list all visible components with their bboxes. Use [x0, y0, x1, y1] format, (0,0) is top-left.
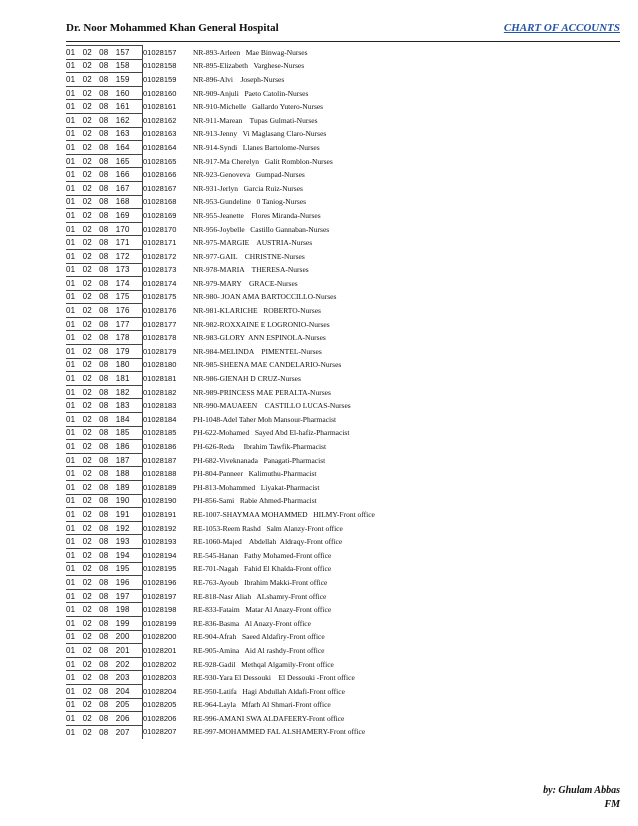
account-segments-cell: 01 02 08 168	[66, 195, 143, 209]
account-name-cell: PH-1048-Adel Taher Moh Mansour-Pharmacist	[193, 414, 337, 424]
account-name-cell: RE-763-Ayoub Ibrahim Makki-Front office	[193, 577, 328, 587]
table-row	[66, 263, 620, 277]
account-code-cell: 01028203	[143, 673, 177, 683]
account-segments-cell: 01 02 08 158	[66, 59, 143, 73]
account-segments-cell: 01 02 08 204	[66, 684, 143, 698]
table-row	[66, 481, 620, 495]
table-row	[66, 562, 620, 576]
account-segments-cell: 01 02 08 160	[66, 86, 143, 100]
table-row	[66, 100, 620, 114]
account-code-cell: 01028207	[143, 727, 177, 737]
table-row	[66, 657, 620, 671]
table-row	[66, 698, 620, 712]
account-segments-cell: 01 02 08 191	[66, 508, 143, 522]
account-segments-cell: 01 02 08 165	[66, 154, 143, 168]
account-code-cell: 01028173	[143, 265, 177, 275]
account-code-cell: 01028161	[143, 102, 177, 112]
account-segments-cell: 01 02 08 205	[66, 698, 143, 712]
account-name-cell: RE-1007-SHAYMAA MOHAMMED HILMY-Front office	[193, 509, 375, 519]
account-code-cell: 01028169	[143, 210, 177, 220]
account-name-cell: NR-985-SHEENA MAE CANDELARIO-Nurses	[193, 360, 342, 370]
account-code-cell: 01028172	[143, 251, 177, 261]
account-name-cell: PH-804-Panneer Kalimuthu-Pharmacist	[193, 469, 317, 479]
account-code-cell: 01028168	[143, 197, 177, 207]
account-code-cell: 01028179	[143, 346, 177, 356]
table-row	[66, 331, 620, 345]
table-row	[66, 671, 620, 685]
account-code-cell: 01028184	[143, 414, 177, 424]
account-code-cell: 01028176	[143, 306, 177, 316]
account-name-cell: NR-893-Arleen Mae Binwag-Nurses	[193, 47, 308, 57]
account-name-cell: PH-856-Sami Rabie Ahmed-Pharmacist	[193, 496, 317, 506]
table-row	[66, 86, 620, 100]
page-footer	[543, 784, 620, 812]
account-segments-cell: 01 02 08 183	[66, 399, 143, 413]
account-code-cell: 01028158	[143, 61, 177, 71]
accounts-table	[66, 45, 620, 739]
account-segments-cell: 01 02 08 197	[66, 589, 143, 603]
account-segments-cell: 01 02 08 175	[66, 290, 143, 304]
account-code-cell: 01028162	[143, 115, 177, 125]
account-code-cell: 01028193	[143, 537, 177, 547]
account-code-cell: 01028192	[143, 523, 177, 533]
table-row	[66, 644, 620, 658]
table-row	[66, 508, 620, 522]
account-segments-cell: 01 02 08 207	[66, 725, 143, 739]
account-segments-cell: 01 02 08 182	[66, 385, 143, 399]
table-row	[66, 548, 620, 562]
table-row	[66, 358, 620, 372]
account-segments-cell: 01 02 08 170	[66, 222, 143, 236]
account-segments-cell: 01 02 08 157	[66, 46, 143, 60]
account-code-cell: 01028196	[143, 577, 177, 587]
account-segments-cell: 01 02 08 172	[66, 249, 143, 263]
account-code-cell: 01028157	[143, 47, 177, 57]
account-code-cell: 01028195	[143, 564, 177, 574]
account-name-cell: NR-978-MARIA THERESA-Nurses	[193, 265, 309, 275]
account-name-cell: NR-911-Marean Tupas Gulmati-Nurses	[193, 115, 318, 125]
account-segments-cell: 01 02 08 184	[66, 413, 143, 427]
account-segments-cell: 01 02 08 186	[66, 440, 143, 454]
table-row	[66, 453, 620, 467]
account-name-cell: NR-989-PRINCESS MAE PERALTA-Nurses	[193, 387, 331, 397]
table-row	[66, 304, 620, 318]
table-row	[66, 222, 620, 236]
table-row	[66, 113, 620, 127]
account-code-cell: 01028188	[143, 469, 177, 479]
account-segments-cell: 01 02 08 178	[66, 331, 143, 345]
account-name-cell: NR-931-Jerlyn Garcia Ruiz-Nurses	[193, 183, 303, 193]
table-row	[66, 630, 620, 644]
table-row	[66, 249, 620, 263]
account-name-cell: NR-917-Ma Cherelyn Galit Romblon-Nurses	[193, 156, 333, 166]
account-code-cell: 01028174	[143, 278, 177, 288]
account-name-cell: NR-895-Elizabeth Varghese-Nurses	[193, 61, 305, 71]
table-row	[66, 209, 620, 223]
table-row	[66, 195, 620, 209]
account-segments-cell: 01 02 08 181	[66, 372, 143, 386]
account-code-cell: 01028205	[143, 700, 177, 710]
account-segments-cell: 01 02 08 200	[66, 630, 143, 644]
account-name-cell: NR-986-GIENAH D CRUZ-Nurses	[193, 374, 301, 384]
account-code-cell: 01028182	[143, 387, 177, 397]
account-segments-cell: 01 02 08 194	[66, 548, 143, 562]
account-name-cell: NR-914-Syndi Llanes Bartolome-Nurses	[193, 142, 320, 152]
footer-author: by: Ghulam Abbas	[543, 785, 620, 796]
account-code-cell: 01028206	[143, 713, 177, 723]
account-code-cell: 01028204	[143, 686, 177, 696]
account-code-cell: 01028183	[143, 401, 177, 411]
account-name-cell: NR-896-Alvi Joseph-Nurses	[193, 74, 285, 84]
account-name-cell: NR-956-Joybelle Castillo Gannaban-Nurses	[193, 224, 330, 234]
table-row	[66, 535, 620, 549]
account-name-cell: RE-930-Yara El Dessouki El Dessouki -Front office	[193, 673, 355, 683]
account-name-cell: PH-622-Mohamed Sayed Abd El-hafiz-Pharmacist	[193, 428, 350, 438]
account-code-cell: 01028199	[143, 618, 177, 628]
account-name-cell: RE-836-Basma Al Anazy-Front office	[193, 618, 311, 628]
account-segments-cell: 01 02 08 188	[66, 467, 143, 481]
account-name-cell: NR-953-Gundeline 0 Taniog-Nurses	[193, 197, 307, 207]
account-segments-cell: 01 02 08 206	[66, 712, 143, 726]
table-row	[66, 59, 620, 73]
account-segments-cell: 01 02 08 174	[66, 277, 143, 291]
account-code-cell: 01028190	[143, 496, 177, 506]
account-code-cell: 01028159	[143, 74, 177, 84]
table-row	[66, 494, 620, 508]
account-segments-cell: 01 02 08 193	[66, 535, 143, 549]
account-code-cell: 01028165	[143, 156, 177, 166]
account-name-cell: NR-979-MARY GRACE-Nurses	[193, 278, 298, 288]
account-segments-cell: 01 02 08 199	[66, 616, 143, 630]
account-name-cell: NR-980- JOAN AMA BARTOCCILLO-Nurses	[193, 292, 337, 302]
table-row	[66, 603, 620, 617]
account-code-cell: 01028175	[143, 292, 177, 302]
table-row	[66, 440, 620, 454]
account-code-cell: 01028187	[143, 455, 177, 465]
account-name-cell: NR-923-Genoveva Gumpad-Nurses	[193, 170, 305, 180]
account-name-cell: NR-955-Jeanette Flores Miranda-Nurses	[193, 210, 321, 220]
account-name-cell: PH-626-Reda Ibrahim Tawfik-Pharmacist	[193, 442, 327, 452]
table-row	[66, 236, 620, 250]
account-segments-cell: 01 02 08 177	[66, 317, 143, 331]
account-segments-cell: 01 02 08 164	[66, 141, 143, 155]
account-name-cell: NR-984-MELINDA PIMENTEL-Nurses	[193, 346, 322, 356]
table-row	[66, 168, 620, 182]
account-segments-cell: 01 02 08 161	[66, 100, 143, 114]
account-code-cell: 01028197	[143, 591, 177, 601]
account-code-cell: 01028180	[143, 360, 177, 370]
table-row	[66, 141, 620, 155]
account-segments-cell: 01 02 08 203	[66, 671, 143, 685]
table-row	[66, 385, 620, 399]
account-code-cell: 01028167	[143, 183, 177, 193]
table-row	[66, 277, 620, 291]
table-row	[66, 345, 620, 359]
account-name-cell: RE-833-Fataim Matar Al Anazy-Front office	[193, 605, 332, 615]
account-segments-cell: 01 02 08 202	[66, 657, 143, 671]
table-row	[66, 372, 620, 386]
account-code-cell: 01028191	[143, 509, 177, 519]
table-row	[66, 467, 620, 481]
account-name-cell: NR-982-ROXXAINE E LOGRONIO-Nurses	[193, 319, 330, 329]
table-row	[66, 399, 620, 413]
account-name-cell: NR-981-KLARICHE ROBERTO-Nurses	[193, 306, 321, 316]
table-row	[66, 46, 620, 60]
table-row	[66, 712, 620, 726]
account-code-cell: 01028200	[143, 632, 177, 642]
header-divider	[66, 41, 620, 42]
account-name-cell: RE-928-Gadil Methqal Algamily-Front office	[193, 659, 334, 669]
accounts-table-body	[66, 46, 620, 739]
table-row	[66, 317, 620, 331]
account-code-cell: 01028186	[143, 442, 177, 452]
account-segments-cell: 01 02 08 169	[66, 209, 143, 223]
table-row	[66, 684, 620, 698]
account-code-cell: 01028202	[143, 659, 177, 669]
account-segments-cell: 01 02 08 195	[66, 562, 143, 576]
table-row	[66, 521, 620, 535]
footer-initials: FM	[604, 799, 620, 810]
account-segments-cell: 01 02 08 173	[66, 263, 143, 277]
account-name-cell: RE-905-Amina Aid Al rashdy-Front office	[193, 645, 325, 655]
account-name-cell: RE-996-AMANI SWA ALDAFEERY-Front office	[193, 713, 345, 723]
account-segments-cell: 01 02 08 192	[66, 521, 143, 535]
account-code-cell: 01028201	[143, 645, 177, 655]
account-code-cell: 01028171	[143, 238, 177, 248]
table-row	[66, 73, 620, 87]
account-segments-cell: 01 02 08 201	[66, 644, 143, 658]
account-segments-cell: 01 02 08 176	[66, 304, 143, 318]
account-segments-cell: 01 02 08 162	[66, 113, 143, 127]
account-name-cell: RE-545-Hanan Fathy Mohamed-Front office	[193, 550, 332, 560]
account-segments-cell: 01 02 08 187	[66, 453, 143, 467]
table-row	[66, 413, 620, 427]
account-segments-cell: 01 02 08 167	[66, 181, 143, 195]
account-name-cell: RE-1060-Majed Abdellah Aldraqy-Front office	[193, 537, 343, 547]
account-code-cell: 01028185	[143, 428, 177, 438]
table-row	[66, 290, 620, 304]
account-segments-cell: 01 02 08 196	[66, 576, 143, 590]
account-code-cell: 01028177	[143, 319, 177, 329]
account-segments-cell: 01 02 08 189	[66, 481, 143, 495]
account-segments-cell: 01 02 08 198	[66, 603, 143, 617]
account-code-cell: 01028194	[143, 550, 177, 560]
account-name-cell: NR-977-GAIL CHRISTNE-Nurses	[193, 251, 305, 261]
account-segments-cell: 01 02 08 171	[66, 236, 143, 250]
account-name-cell: NR-983-GLORY ANN ESPINOLA-Nurses	[193, 333, 326, 343]
hospital-name: Dr. Noor Mohammed Khan General Hospital	[66, 22, 279, 34]
account-name-cell: NR-910-Michelle Gallardo Yutero-Nurses	[193, 102, 324, 112]
account-name-cell: RE-904-Afrah Saeed Aldafiry-Front office	[193, 632, 325, 642]
account-code-cell: 01028166	[143, 170, 177, 180]
table-row	[66, 576, 620, 590]
account-segments-cell: 01 02 08 166	[66, 168, 143, 182]
account-code-cell: 01028164	[143, 142, 177, 152]
account-name-cell: PH-813-Mohammed Liyakat-Pharmacist	[193, 482, 320, 492]
table-row	[66, 127, 620, 141]
account-name-cell: NR-913-Jenny Vi Maglasang Claro-Nurses	[193, 129, 327, 139]
account-name-cell: NR-990-MAUAEEN CASTILLO LUCAS-Nurses	[193, 401, 351, 411]
account-name-cell: RE-997-MOHAMMED FAL ALSHAMERY-Front office	[193, 727, 366, 737]
account-name-cell: NR-909-Anjuli Paeto Catolin-Nurses	[193, 88, 309, 98]
account-name-cell: RE-701-Nagah Fahid El Khalda-Front office	[193, 564, 332, 574]
account-name-cell: RE-818-Nasr Aliah ALshamry-Front office	[193, 591, 327, 601]
table-row	[66, 616, 620, 630]
account-code-cell: 01028170	[143, 224, 177, 234]
account-segments-cell: 01 02 08 179	[66, 345, 143, 359]
account-segments-cell: 01 02 08 190	[66, 494, 143, 508]
account-code-cell: 01028160	[143, 88, 177, 98]
account-code-cell: 01028178	[143, 333, 177, 343]
account-segments-cell: 01 02 08 159	[66, 73, 143, 87]
account-segments-cell: 01 02 08 163	[66, 127, 143, 141]
account-name-cell: NR-975-MARGIE AUSTRIA-Nurses	[193, 238, 313, 248]
account-code-cell: 01028181	[143, 374, 177, 384]
account-code-cell: 01028198	[143, 605, 177, 615]
account-name-cell: RE-1053-Reem Rashd Salm Alanzy-Front office	[193, 523, 343, 533]
table-row	[66, 154, 620, 168]
chart-of-accounts-link[interactable]: CHART OF ACCOUNTS	[503, 22, 620, 34]
table-row	[66, 725, 620, 739]
account-code-cell: 01028189	[143, 482, 177, 492]
account-name-cell: RE-964-Layla Mfarh Al Shmari-Front office	[193, 700, 331, 710]
account-name-cell: PH-682-Viveknanada Panagati-Pharmacist	[193, 455, 326, 465]
table-row	[66, 589, 620, 603]
account-segments-cell: 01 02 08 185	[66, 426, 143, 440]
account-name-cell: RE-950-Latifa Hagi Abdullah Aldafi-Front office	[193, 686, 345, 696]
account-code-cell: 01028163	[143, 129, 177, 139]
account-segments-cell: 01 02 08 180	[66, 358, 143, 372]
table-row	[66, 181, 620, 195]
table-row	[66, 426, 620, 440]
page-header	[66, 22, 620, 40]
